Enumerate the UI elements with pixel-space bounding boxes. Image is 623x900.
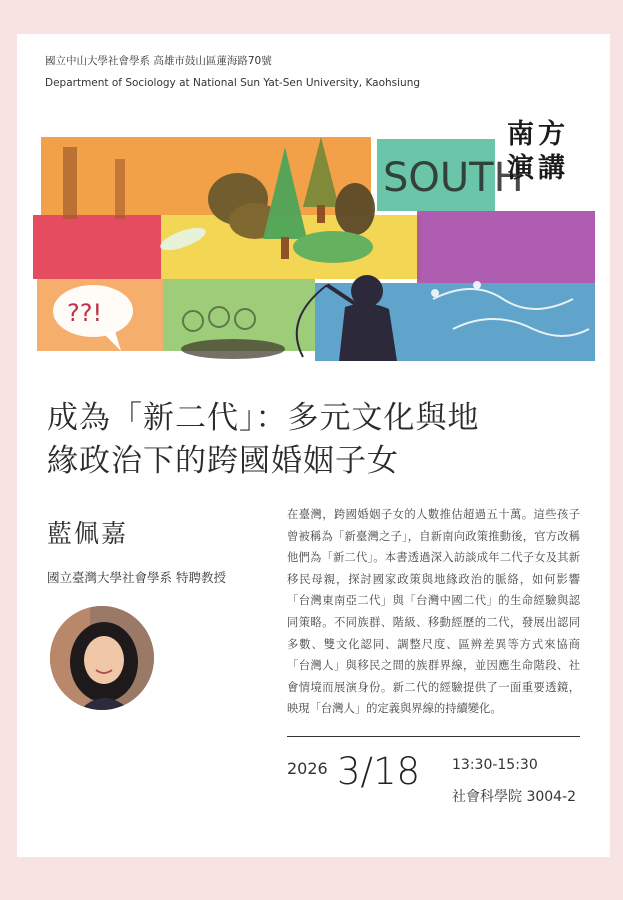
lecture-title-line2: 緣政治下的跨國婚姻子女: [47, 443, 399, 479]
speaker-affiliation: 國立臺灣大學社會學系 特聘教授: [47, 570, 226, 585]
purple-block: [417, 211, 595, 283]
department-address: 國立中山大學社會學系 高雄市鼓山區蓮海路70號: [45, 55, 272, 67]
event-date: 3/18: [337, 750, 421, 793]
south-sign: SOUTH: [383, 155, 524, 201]
speaker-name: 藍佩嘉: [47, 519, 129, 548]
poster-sheet: [17, 34, 610, 857]
divider-line: [287, 736, 580, 737]
event-venue: 社會科學院 3004-2: [452, 789, 577, 805]
speaker-photo: [50, 606, 154, 710]
abstract-text: 在臺灣，跨國婚姻子女的人數推估超過五十萬。這些孩子曾被稱為「新臺灣之子」，自新南向政策推動後，官方改稱他們為「新二代」。本書透過深入訪談成年二代子女及其新移民母親，探討國家政策與地緣政治的脈絡，如何影響「台灣東南亞二代」與「台灣中國二代」的生命經驗與認同策略。不同族群、階級、移動經歷的二代，發展出認同多數、雙文化認同、調整尺度、區辨差異等方式來協商「台灣人」與移民之間的族群界線，並因應生命階段、社會情境而展演身份。新二代的經驗提供了一面重要透鏡，映現「台灣人」的定義與界線的持續變化。: [287, 508, 580, 716]
department-name-en: Department of Sociology at National Sun Yat-Sen University, Kaohsiung: [45, 77, 421, 89]
bubble-text: ??!: [67, 299, 103, 327]
series-title-line1: 南方: [507, 119, 569, 150]
red-block: [33, 215, 161, 279]
event-time: 13:30-15:30: [452, 757, 538, 773]
lecture-title: [47, 397, 587, 483]
series-title: [507, 118, 585, 186]
lecture-title-line1: 成為「新二代」：多元文化與地: [47, 400, 480, 436]
speaker-portrait: [50, 606, 154, 710]
series-title-line2: 演講: [507, 153, 569, 184]
event-year: 2026: [287, 759, 328, 778]
